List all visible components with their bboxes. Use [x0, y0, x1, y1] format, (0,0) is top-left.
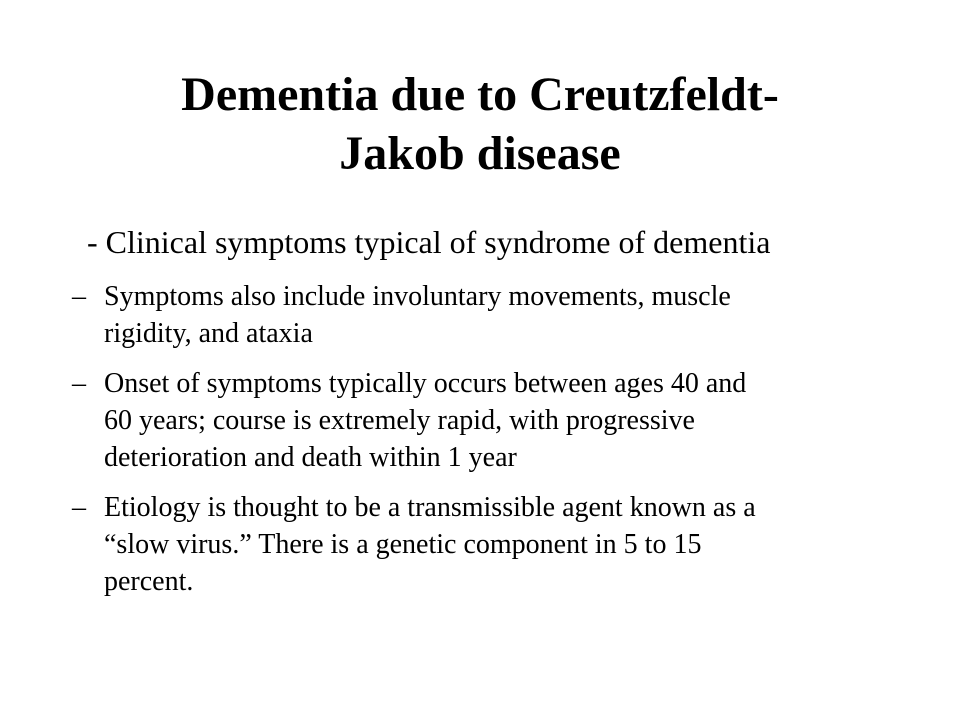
- bullet-text-line: 60 years; course is extremely rapid, with progressive: [104, 405, 695, 436]
- slide-subtitle: - Clinical symptoms typical of syndrome of dementia: [87, 224, 771, 260]
- bullet-item: [72, 365, 902, 476]
- bullet-text-line: Etiology is thought to be a transmissible agent known as a: [104, 492, 756, 523]
- bullet-item: [72, 278, 902, 352]
- bullet-text-line: percent.: [104, 566, 194, 597]
- bullet-list: [72, 278, 902, 613]
- bullet-item: [72, 489, 902, 600]
- bullet-dash: –: [72, 281, 86, 312]
- bullet-text-line: Onset of symptoms typically occurs between ages 40 and: [104, 368, 747, 399]
- bullet-dash: –: [72, 368, 86, 399]
- bullet-text-line: “slow virus.” There is a genetic component in 5 to 15: [104, 529, 702, 560]
- slide-title-line: Dementia due to Creutzfeldt-: [181, 68, 779, 121]
- slide-title: [60, 65, 900, 183]
- bullet-text-line: Symptoms also include involuntary movements, muscle: [104, 281, 731, 312]
- bullet-dash: –: [72, 492, 86, 523]
- bullet-text-line: rigidity, and ataxia: [104, 318, 313, 349]
- bullet-text-line: deterioration and death within 1 year: [104, 442, 517, 473]
- slide-title-line: Jakob disease: [339, 127, 621, 180]
